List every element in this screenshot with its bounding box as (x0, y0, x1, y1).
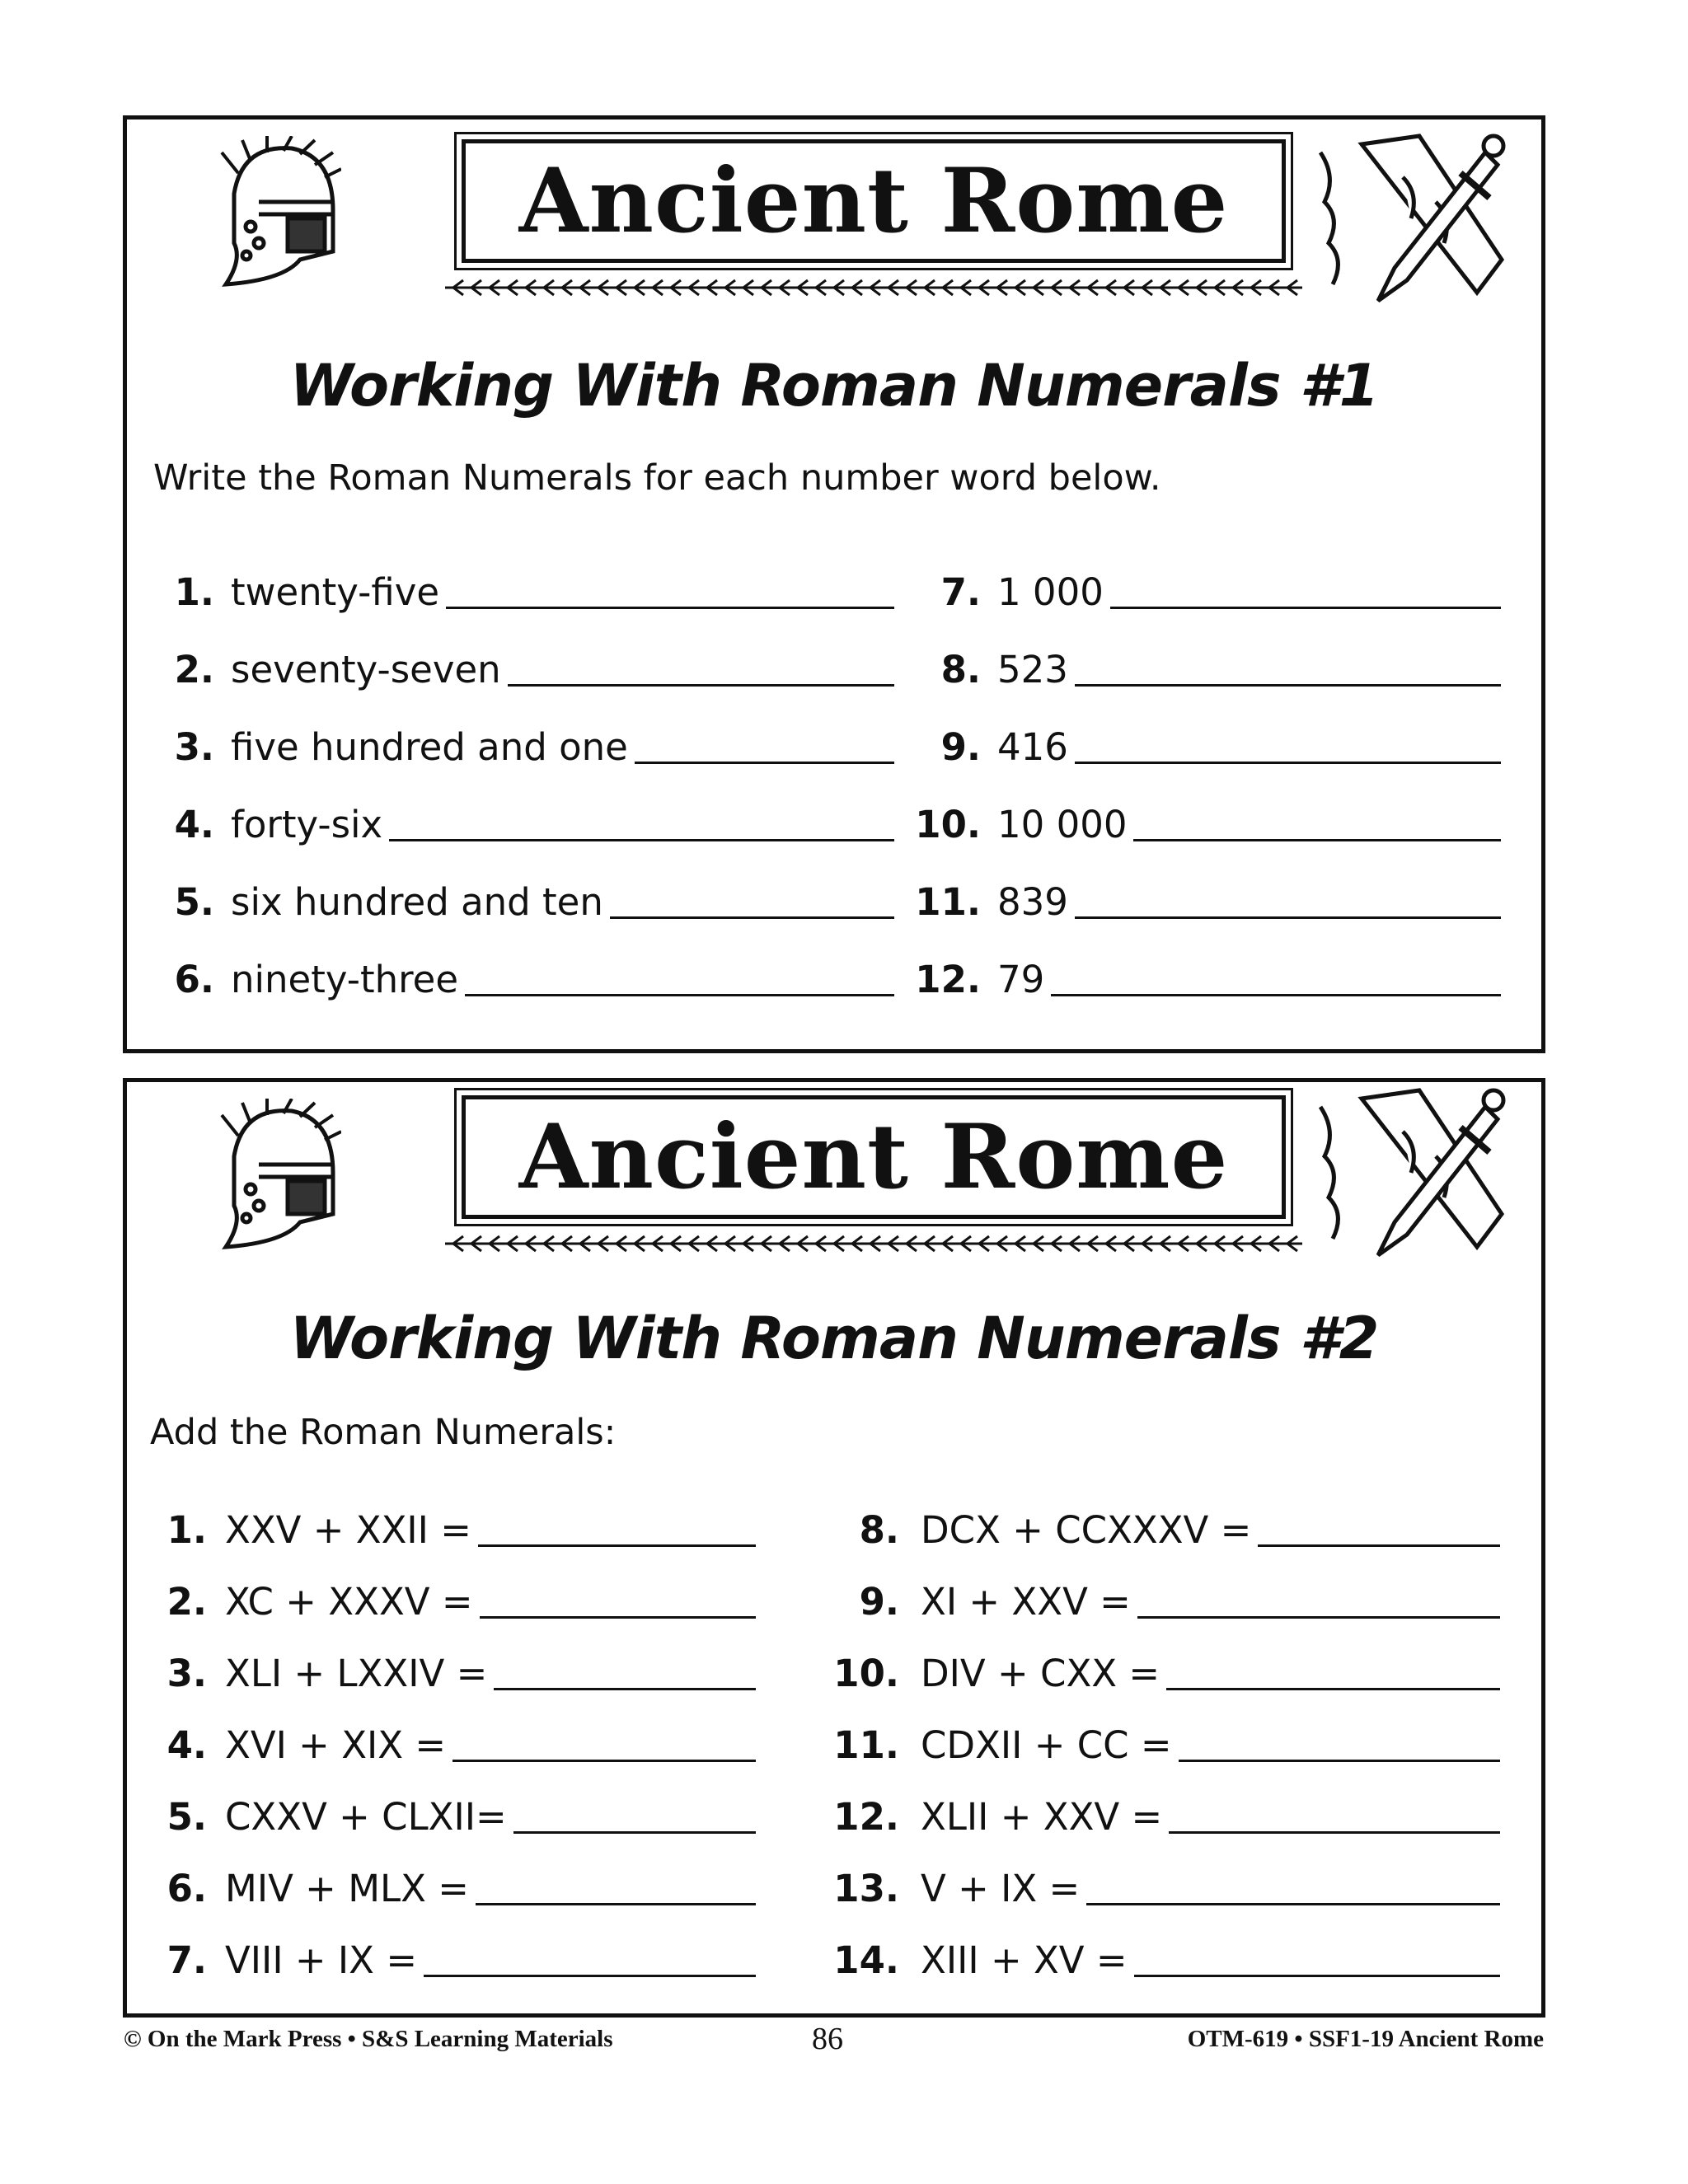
question-number: 1. (166, 1508, 207, 1552)
question-number: 11. (833, 1723, 899, 1767)
question-number: 3. (174, 725, 214, 769)
question-number: 7. (940, 570, 981, 614)
answer-blank[interactable] (494, 1687, 756, 1690)
question-number: 1. (174, 570, 214, 614)
footer-product-code: OTM-619 • SSF1-19 Ancient Rome (1187, 2026, 1544, 2052)
answer-blank[interactable] (1051, 993, 1501, 996)
banner-title: Ancient Rome (518, 149, 1229, 253)
question-row (166, 1789, 756, 1839)
laurel-divider (445, 278, 1302, 298)
question-text: 1 000 (997, 570, 1104, 614)
question-number: 2. (174, 648, 214, 691)
question-text: XI + XXV = (921, 1580, 1131, 1624)
question-text: MIV + MLX = (225, 1867, 469, 1910)
question-text: five hundred and one (231, 725, 628, 769)
question-text: XXV + XXII = (225, 1508, 471, 1552)
question-number: 3. (166, 1652, 207, 1695)
roman-helmet-icon (209, 136, 341, 293)
question-text: XLII + XXV = (921, 1795, 1163, 1839)
answer-blank[interactable] (1166, 1687, 1500, 1690)
question-text: DIV + CXX = (921, 1652, 1160, 1695)
question-row (915, 797, 1501, 846)
question-row (166, 1861, 756, 1910)
question-text: forty-six (231, 803, 383, 846)
ancient-rome-banner (429, 129, 1319, 294)
roman-helmet-icon (209, 1099, 341, 1255)
answer-blank[interactable] (1075, 916, 1501, 919)
question-text: XLI + LXXIV = (225, 1652, 488, 1695)
question-row (833, 1718, 1500, 1767)
answer-blank[interactable] (508, 683, 894, 687)
answer-blank[interactable] (446, 606, 894, 609)
answer-blank[interactable] (424, 1974, 756, 1977)
question-row (166, 1933, 756, 1982)
answer-blank[interactable] (1137, 1615, 1500, 1619)
answer-blank[interactable] (610, 916, 894, 919)
question-number: 9. (859, 1580, 899, 1624)
question-text: DCX + CCXXXV = (921, 1508, 1252, 1552)
question-text: XC + XXXV = (225, 1580, 473, 1624)
question-text: CDXII + CC = (921, 1723, 1172, 1767)
instructions: Add the Roman Numerals: (150, 1412, 617, 1453)
answer-blank[interactable] (1134, 1974, 1500, 1977)
question-text: CXXV + CLXII= (225, 1795, 507, 1839)
question-text: V + IX = (921, 1867, 1081, 1910)
question-row (833, 1861, 1500, 1910)
question-row (174, 719, 894, 769)
question-text: VIII + IX = (225, 1938, 418, 1982)
question-row (174, 565, 894, 614)
answer-blank[interactable] (452, 1759, 756, 1762)
question-row (166, 1574, 756, 1624)
question-number: 14. (833, 1938, 899, 1982)
question-number: 5. (166, 1795, 207, 1839)
answer-blank[interactable] (1086, 1902, 1500, 1905)
question-number: 9. (940, 725, 981, 769)
question-number: 5. (174, 880, 214, 924)
banner-title: Ancient Rome (518, 1105, 1229, 1209)
question-number: 10. (833, 1652, 899, 1695)
shield-and-sword-icon (1312, 1082, 1510, 1263)
answer-blank[interactable] (513, 1830, 756, 1834)
question-number: 10. (915, 803, 981, 846)
question-number: 11. (915, 880, 981, 924)
worksheet-title: Working With Roman Numerals #1 (289, 352, 1379, 419)
answer-blank[interactable] (1258, 1544, 1500, 1547)
question-text: six hundred and ten (231, 880, 603, 924)
answer-blank[interactable] (1169, 1830, 1500, 1834)
question-row (915, 952, 1501, 1001)
question-row (940, 719, 1501, 769)
question-row (940, 642, 1501, 691)
question-text: XIII + XV = (921, 1938, 1128, 1982)
worksheet-2 (123, 1078, 1545, 2018)
answer-blank[interactable] (1110, 606, 1501, 609)
question-text: 839 (997, 880, 1068, 924)
footer-copyright: © On the Mark Press • S&S Learning Materials (124, 2026, 613, 2052)
answer-blank[interactable] (1075, 683, 1501, 687)
question-text: XVI + XIX = (225, 1723, 447, 1767)
question-text: 79 (997, 958, 1045, 1001)
question-number: 12. (833, 1795, 899, 1839)
instructions: Write the Roman Numerals for each number word below. (153, 457, 1161, 499)
question-row (915, 874, 1501, 924)
laurel-divider (445, 1234, 1302, 1254)
question-text: ninety-three (231, 958, 458, 1001)
answer-blank[interactable] (1133, 838, 1501, 841)
question-row (833, 1789, 1500, 1839)
question-number: 8. (859, 1508, 899, 1552)
worksheet-1 (123, 115, 1545, 1053)
question-row (940, 565, 1501, 614)
question-text: 416 (997, 725, 1068, 769)
question-row (174, 642, 894, 691)
answer-blank[interactable] (1075, 761, 1501, 764)
answer-blank[interactable] (478, 1544, 756, 1547)
question-row (859, 1574, 1500, 1624)
question-row (174, 874, 894, 924)
worksheet-title: Working With Roman Numerals #2 (289, 1305, 1379, 1372)
question-number: 6. (166, 1867, 207, 1910)
question-row (174, 797, 894, 846)
question-row (166, 1502, 756, 1552)
question-text: 523 (997, 648, 1068, 691)
question-text: 10 000 (997, 803, 1128, 846)
question-number: 12. (915, 958, 981, 1001)
answer-blank[interactable] (635, 761, 894, 764)
question-number: 4. (166, 1723, 207, 1767)
question-number: 2. (166, 1580, 207, 1624)
question-number: 7. (166, 1938, 207, 1982)
ancient-rome-banner (429, 1085, 1319, 1250)
question-row (174, 952, 894, 1001)
question-text: twenty-five (231, 570, 440, 614)
answer-blank[interactable] (476, 1902, 756, 1905)
question-number: 13. (833, 1867, 899, 1910)
shield-and-sword-icon (1312, 128, 1510, 309)
question-row (859, 1502, 1500, 1552)
question-text: seventy-seven (231, 648, 501, 691)
question-row (166, 1718, 756, 1767)
question-number: 4. (174, 803, 214, 846)
question-row (166, 1646, 756, 1695)
question-row (833, 1933, 1500, 1982)
question-row (833, 1646, 1500, 1695)
answer-blank[interactable] (389, 838, 894, 841)
answer-blank[interactable] (465, 993, 894, 996)
answer-blank[interactable] (480, 1615, 756, 1619)
question-number: 6. (174, 958, 214, 1001)
page-number: 86 (812, 2022, 843, 2056)
answer-blank[interactable] (1179, 1759, 1500, 1762)
question-number: 8. (940, 648, 981, 691)
